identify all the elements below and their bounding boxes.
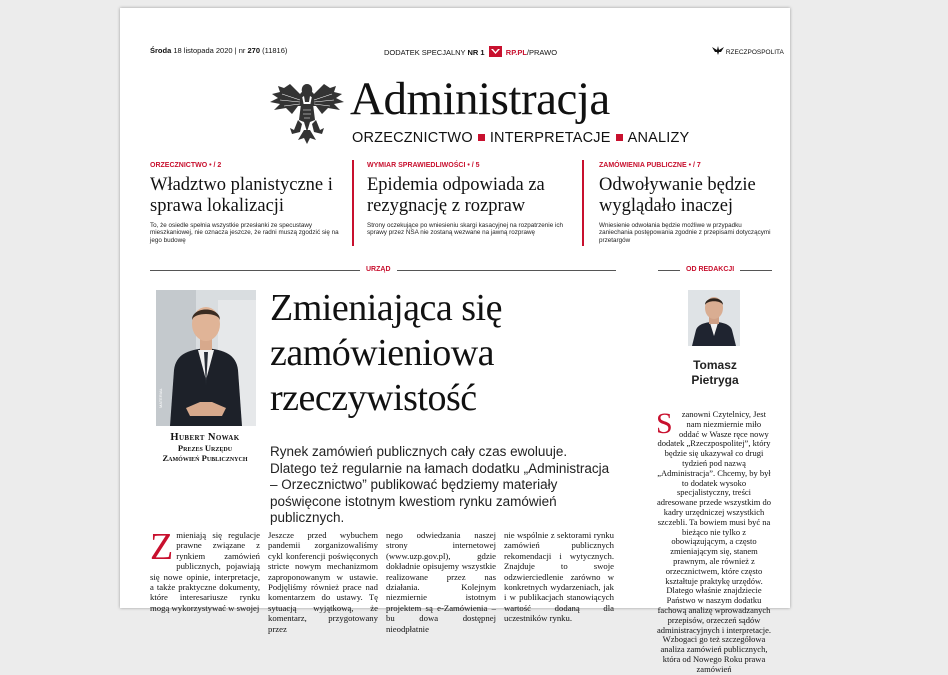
- headline-line-3: rzeczywistość: [270, 377, 477, 419]
- article-column-2: Jeszcze przed wybuchem pandemii zorganizowaliśmy cykl konferencji poświęconych stricte nowym mechanizmom zaproponowanym w ustawie. Podjęliśmy również prace nad komentarzem do ustawy. Tę sytuacją wyjątkową, że komentarz, przygotowany przez: [268, 530, 378, 634]
- subtitle-orzecznictwo: ORZECZNICTWO: [352, 130, 473, 146]
- photo-credit: MATERIAŁ: [158, 388, 163, 408]
- issue-separator: |: [234, 46, 237, 55]
- column-text: mieniają się regulacje prawne związane z rynkiem zamówień publicznych, pojawiają się nowe opinie, interpretacje, a także praktyczne dokumenty, które interesariusze rynku mogą wykorzystywać w swojej: [150, 530, 260, 613]
- teaser-divider: [582, 160, 584, 246]
- drop-cap: Z: [150, 526, 174, 568]
- teaser-title[interactable]: Władztwo planistyczne i sprawa lokalizacji: [150, 175, 333, 216]
- teaser-1[interactable]: [150, 162, 350, 244]
- subtitle-analizy: ANALIZY: [627, 130, 690, 146]
- editorial-text: [656, 407, 772, 674]
- teaser-divider: [352, 160, 354, 246]
- photo-caption: [140, 432, 270, 463]
- subtitle-separator: [616, 134, 623, 141]
- teaser-tag: ORZECZNICTWO • / 2: [150, 162, 222, 169]
- section-label-urzad: URZĄD: [360, 266, 397, 273]
- site-section: /PRAWO: [526, 48, 558, 57]
- editorial-paragraph-2: Dlatego właśnie znajdziecie Państwo w naszym dodatku fachową analizę wprowadzanych przepisów, orzeczeń sądów administracyjnych i interpretacje. Wzbogaci go też szczegółowa analiza zamówień publicznych, która od Nowego Roku prawa zamówień: [657, 585, 771, 674]
- issue-date: 18 listopada 2020: [173, 46, 233, 55]
- subtitle-separator: [478, 134, 485, 141]
- teaser-tag: ZAMÓWIENIA PUBLICZNE • / 7: [599, 162, 701, 169]
- section-label-od-redakcji: OD REDAKCJI: [680, 266, 740, 273]
- issue-day: Środa: [150, 46, 172, 55]
- article-column-3: nego odwiedzania naszej strony internetowej (www.uzp.gov.pl), gdzie dokładnie opisujemy wszystkie realizowane przez nas działania. Kolejnym niezmiernie istotnym projektem są e-Zamówienia – bu dowa dostępnej nieodpłatnie: [386, 530, 496, 634]
- caption-role-line-2: Zamówień Publicznych: [162, 453, 248, 463]
- teaser-text: Strony oczekujące po wniesieniu skargi kasacyjnej na rozpatrzenie ich sprawy przez NSA nie zostaną wezwane na jawną rozprawę: [367, 222, 564, 237]
- teaser-text: Wniesienie odwołania będzie możliwe w przypadku zaniechania postępowania zgodnie z przepisami dotyczącymi przetargów: [599, 222, 771, 244]
- editorial-paragraph-1: zanowni Czytelnicy, Jest nam niezmiernie miło oddać w Wasze ręce nowy dodatek „Rzeczpospolitej”, który będzie się ukazywał co drugi tydzień pod nazwą „Administracja”. Chcemy, by był to dodatek wysoko specjalistyczny, treści adresowane przede wszystkim do kadry urzędniczej wszystkich szczebli. Ta bowiem musi być na bieżąco nie tylko z obowiązującym, a często zmieniającym się, stanem prawnym, ale również z orzecznictwem, które często kształtuje praktykę urzędów.: [656, 409, 771, 586]
- supplement-number: NR 1: [467, 48, 485, 57]
- teaser-title[interactable]: Odwoływanie będzie wyglądało inaczej: [599, 175, 756, 216]
- teaser-tag: WYMIAR SPRAWIEDLIWOŚCI • / 5: [367, 162, 480, 169]
- teaser-3[interactable]: [599, 162, 777, 244]
- publisher-logo: [712, 46, 784, 56]
- teaser-text: To, że osiedle spełnia wszystkie przesłanki ze specustawy mieszkaniowej, nie oznacza jeszcze, że radni muszą zgodzić się na jego budowę: [150, 222, 339, 244]
- issue-number: 270: [247, 46, 260, 55]
- article-lead: Rynek zamówień publicznych cały czas ewoluuje. Dlatego też regularnie na łamach dodatku „Administracja – Orzecznictwo” publikować będziemy materiały poświęcone istotnym kwestiom rynku zamówień publicznych.: [270, 444, 610, 525]
- editorial-drop-cap: S: [656, 407, 673, 440]
- issue-info: [150, 46, 287, 55]
- caption-role-line-1: Prezes Urzędu: [177, 443, 233, 453]
- subtitle-interpretacje: INTERPRETACJE: [489, 130, 611, 146]
- caption-name: Hubert Nowak: [170, 432, 240, 443]
- portrait-hubert-nowak: [156, 290, 256, 426]
- article-headline[interactable]: [270, 286, 630, 421]
- headline-line-2: zamówieniowa: [270, 332, 495, 374]
- site-name: RP.PL: [505, 48, 527, 57]
- headline-line-1: Zmieniająca się: [270, 287, 502, 329]
- issue-label: nr: [238, 46, 246, 55]
- masthead-title: Administracja: [350, 73, 610, 125]
- editorial-author: [658, 358, 772, 388]
- supplement-info: [384, 46, 557, 57]
- eagle-emblem-icon: [268, 74, 346, 146]
- newspaper-page: [120, 8, 790, 674]
- teaser-title[interactable]: Epidemia odpowiada za rezygnację z rozpraw: [367, 175, 545, 216]
- masthead-subtitle: [352, 130, 689, 146]
- publisher-name: RZECZPOSPOLITA: [725, 49, 784, 56]
- article-column-1: [150, 526, 260, 613]
- supplement-label: DODATEK SPECJALNY: [384, 48, 466, 57]
- teaser-2[interactable]: [367, 162, 575, 237]
- portrait-tomasz-pietryga: [688, 290, 740, 346]
- rp-logo-icon: [489, 46, 502, 57]
- rzeczpospolita-eagle-icon: [712, 46, 724, 55]
- author-last-name: Pietryga: [691, 373, 739, 387]
- article-column-4: nie wspólnie z sektorami rynku zamówień publicznych rekomendacji i wytycznych. Znajduje to swoje odzwierciedlenie zarówno w konkretnych wydarzeniach, jak i w publikacjach stanowiących wartość dodaną dla uczestników rynku.: [504, 530, 614, 624]
- issue-total: (11816): [262, 46, 288, 55]
- author-first-name: Tomasz: [693, 358, 737, 372]
